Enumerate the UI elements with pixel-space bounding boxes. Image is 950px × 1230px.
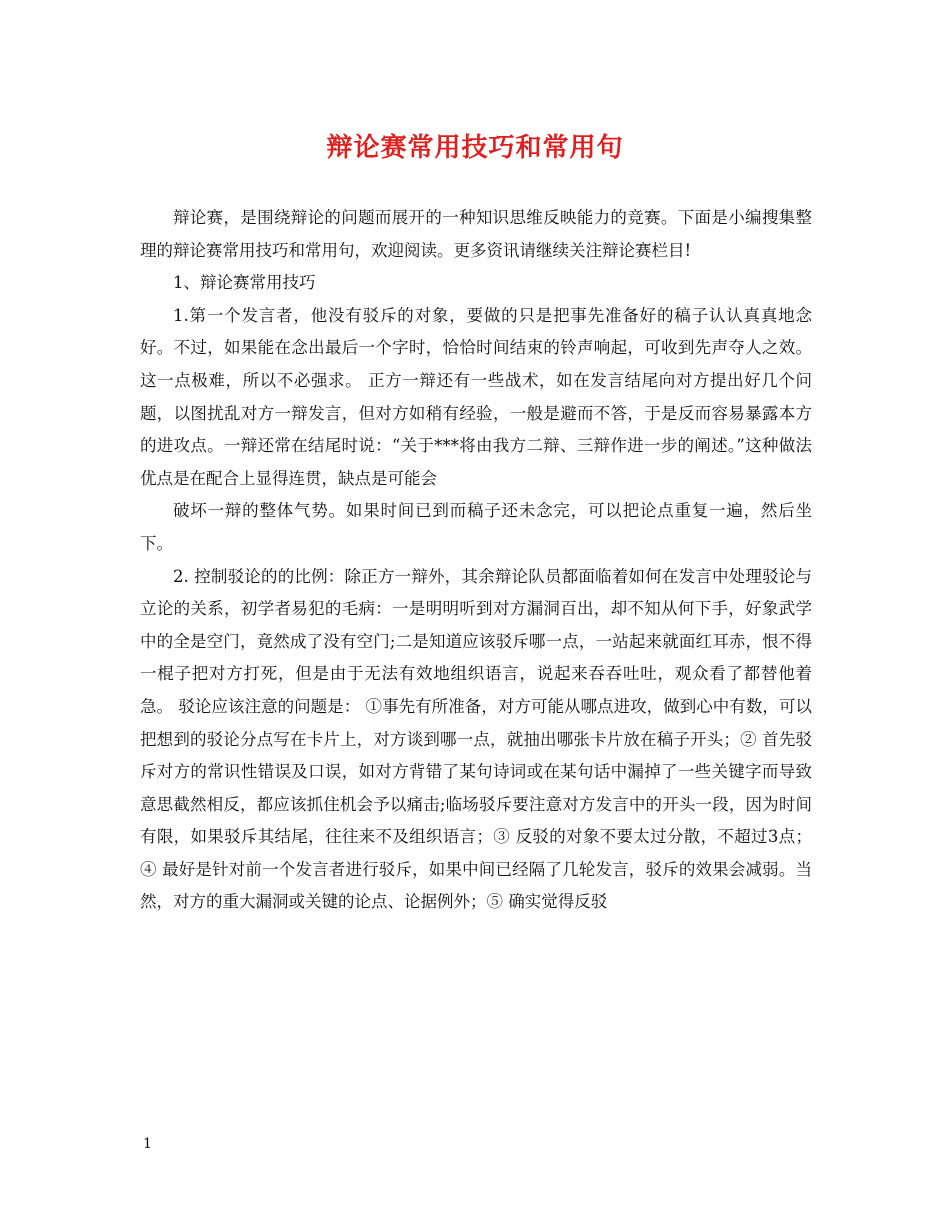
tip-1-paragraph: 1.第一个发言者，他没有驳斥的对象，要做的只是把事先准备好的稿子认认真真地念好。不过，如果能在念出最后一个字时，恰恰时间结束的铃声响起，可收到先声夺人之效。这一点极难，所以不必强求。 正方一辩还有一些战术，如在发言结尾向对方提出好几个问题，以图扰乱对方一辩发言，但对方如稍有经验，一般是避而不答，于是反而容易暴露本方的进攻点。一辩还常在结尾时说：“关于***将由我方二辩、三辩作进一步的阐述。”这种做法优点是在配合上显得连贯，缺点是可能会	[140, 305, 812, 488]
tip-1-continuation: 破坏一辩的整体气势。如果时间已到而稿子还未念完，可以把论点重复一遍，然后坐下。	[140, 501, 812, 553]
intro-paragraph: 辩论赛，是围绕辩论的问题而展开的一种知识思维反映能力的竞赛。下面是小编搜集整理的辩论赛常用技巧和常用句，欢迎阅读。更多资讯请继续关注辩论赛栏目!	[140, 208, 812, 260]
tip-2-paragraph: 2. 控制驳论的的比例：除正方一辩外，其余辩论队员都面临着如何在发言中处理驳论与立论的关系，初学者易犯的毛病：一是明明听到对方漏洞百出，却不知从何下手，好象武学中的全是空门，竟然成了没有空门;二是知道应该驳斥哪一点，一站起来就面红耳赤，恨不得一棍子把对方打死，但是由于无法有效地组织语言，说起来吞吞吐吐，观众看了都替他着急。 驳论应该注意的问题是： ①事先有所准备，对方可能从哪点进攻，做到心中有数，可以把想到的驳论分点写在卡片上，对方谈到哪一点，就抽出哪张卡片放在稿子开头；② 首先驳斥对方的常识性错误及口误，如对方背错了某句诗词或在某句话中漏掉了一些关键字而导致意思截然相反，都应该抓住机会予以痛击;临场驳斥要注意对方发言中的开头一段，因为时间有限，如果驳斥其结尾，往往来不及组织语言；③ 反驳的对象不要太过分散，不超过3点；④ 最好是针对前一个发言者进行驳斥，如果中间已经隔了几轮发言，驳斥的效果会减弱。当然，对方的重大漏洞或关键的论点、论据例外；⑤ 确实觉得反驳	[140, 566, 812, 912]
document-title: 辩论赛常用技巧和常用句	[326, 133, 624, 163]
page-number: 1	[143, 1136, 152, 1152]
document-body	[140, 202, 812, 919]
section-heading: 1、辩论赛常用技巧	[173, 273, 316, 293]
